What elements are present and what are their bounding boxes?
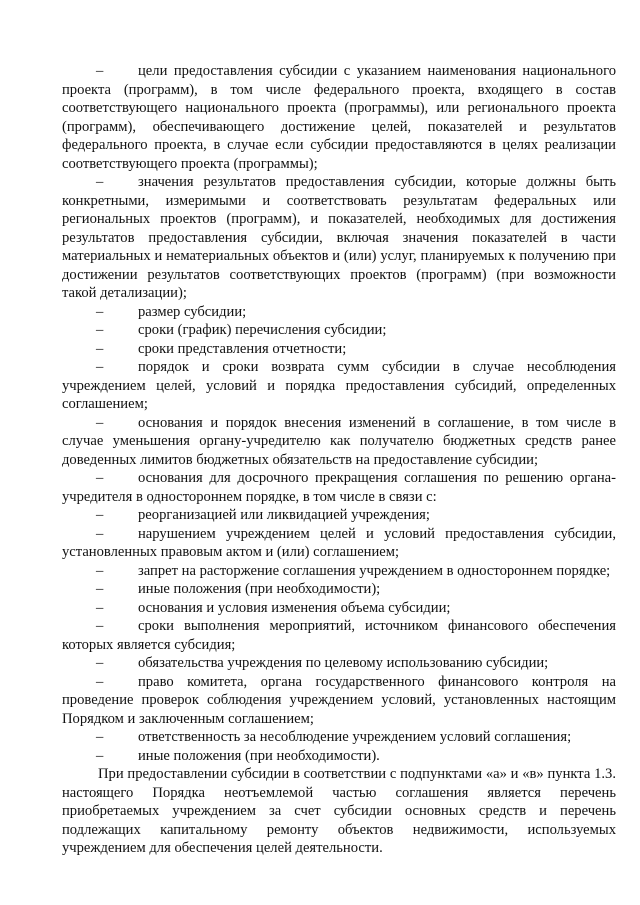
dash-marker: – [96, 562, 104, 579]
list-item [62, 525, 616, 562]
list-item [62, 562, 616, 581]
list-item [62, 62, 616, 173]
list-item [62, 580, 616, 599]
list-item-text: сроки выполнения мероприятий, источником финансового обеспечения которых является субсидия; [62, 618, 616, 653]
list-item [62, 747, 616, 766]
list-item [62, 469, 616, 506]
dash-marker: – [96, 525, 104, 542]
dash-marker: – [96, 340, 104, 357]
list-item-text: нарушением учреждением целей и условий предоставления субсидии, установленных правовым актом и (или) соглашением; [62, 525, 616, 560]
dash-marker: – [96, 174, 104, 190]
list-item [62, 673, 616, 729]
dash-marker: – [96, 747, 104, 764]
list-item-text: сроки представления отчетности; [138, 340, 347, 357]
list-item-text: иные положения (при необходимости). [138, 747, 380, 764]
list-item [62, 728, 616, 747]
dash-marker: – [96, 303, 104, 320]
list-item-text: значения результатов предоставления субсидии, которые должны быть конкретными, измеримыми и соответствовать результатам федеральных или региональных проектов (программ), и показателей, необходимых для достижения результатов предоставления субсидии, включая значения показателей в части материальных и нематериальных объектов и (или) услуг, планируемых к получению при достижении результатов соответствующих проектов (программ) (при возможности такой детализации); [62, 174, 616, 301]
list-item-text: ответственность за несоблюдение учреждением условий соглашения; [138, 729, 572, 745]
dash-marker: – [96, 470, 104, 486]
list-item-text: право комитета, органа государственного финансового контроля на проведение проверок соблюдения учреждением условий, установленных настоящим Порядком и заключенным соглашением; [62, 673, 616, 727]
list-item [62, 506, 616, 525]
dash-marker: – [96, 599, 104, 616]
list-item-text: цели предоставления субсидии с указанием наименования национального проекта (программ), в том числе федерального проекта, входящего в состав соответствующего национального проекта (программы), или регионального проекта (программ), обеспечивающего достижение целей, показателей и результатов федерального проекта, в случае если субсидии предоставляются в целях реализации соответствующего проекта (программы); [62, 63, 616, 172]
list-item [62, 617, 616, 654]
list-item [62, 173, 616, 303]
body-paragraph: При предоставлении субсидии в соответствии с подпунктами «а» и «в» пункта 1.3. настоящего Порядка неотъемлемой частью соглашения является перечень приобретаемых учреждением за счет субсидии основных средств и перечень подлежащих капитальному ремонту объектов недвижимости, используемых учреждением для обеспечения целей деятельности. [62, 766, 616, 856]
dash-marker: – [96, 673, 104, 690]
list-item [62, 654, 616, 673]
list-item [62, 414, 616, 470]
dash-marker: – [96, 414, 104, 431]
dash-marker: – [96, 655, 104, 671]
dash-marker: – [96, 63, 104, 79]
list-item-text: сроки (график) перечисления субсидии; [138, 322, 387, 338]
list-item [62, 303, 616, 322]
dash-marker: – [96, 618, 104, 634]
list-item-text: порядок и сроки возврата сумм субсидии в случае несоблюдения учреждением целей, условий и порядка предоставления субсидий, определенных соглашением; [62, 359, 616, 412]
list-item [62, 599, 616, 618]
list-item-text: запрет на расторжение соглашения учреждением в одностороннем порядке; [138, 562, 611, 579]
list-item-text: обязательства учреждения по целевому использованию субсидии; [138, 655, 549, 671]
list-item-text: реорганизацией или ликвидацией учреждения; [138, 507, 430, 523]
list-item [62, 358, 616, 414]
list-item-text: основания и порядок внесения изменений в соглашение, в том числе в случае уменьшения органу-учредителю как получателю бюджетных средств ранее доведенных лимитов бюджетных обязательств на предоставление субсидии; [62, 414, 616, 468]
dash-marker: – [96, 729, 104, 745]
dash-marker: – [96, 507, 104, 523]
dash-marker: – [96, 359, 104, 375]
list-item-text: иные положения (при необходимости); [138, 581, 381, 597]
dash-marker: – [96, 581, 104, 597]
list-item [62, 321, 616, 340]
list-item [62, 340, 616, 359]
list-item-text: основания и условия изменения объема субсидии; [138, 599, 451, 616]
list-item-text: основания для досрочного прекращения соглашения по решению органа-учредителя в одностороннем порядке, в том числе в связи с: [62, 470, 616, 505]
list-item-text: размер субсидии; [138, 303, 247, 320]
dash-marker: – [96, 322, 104, 338]
